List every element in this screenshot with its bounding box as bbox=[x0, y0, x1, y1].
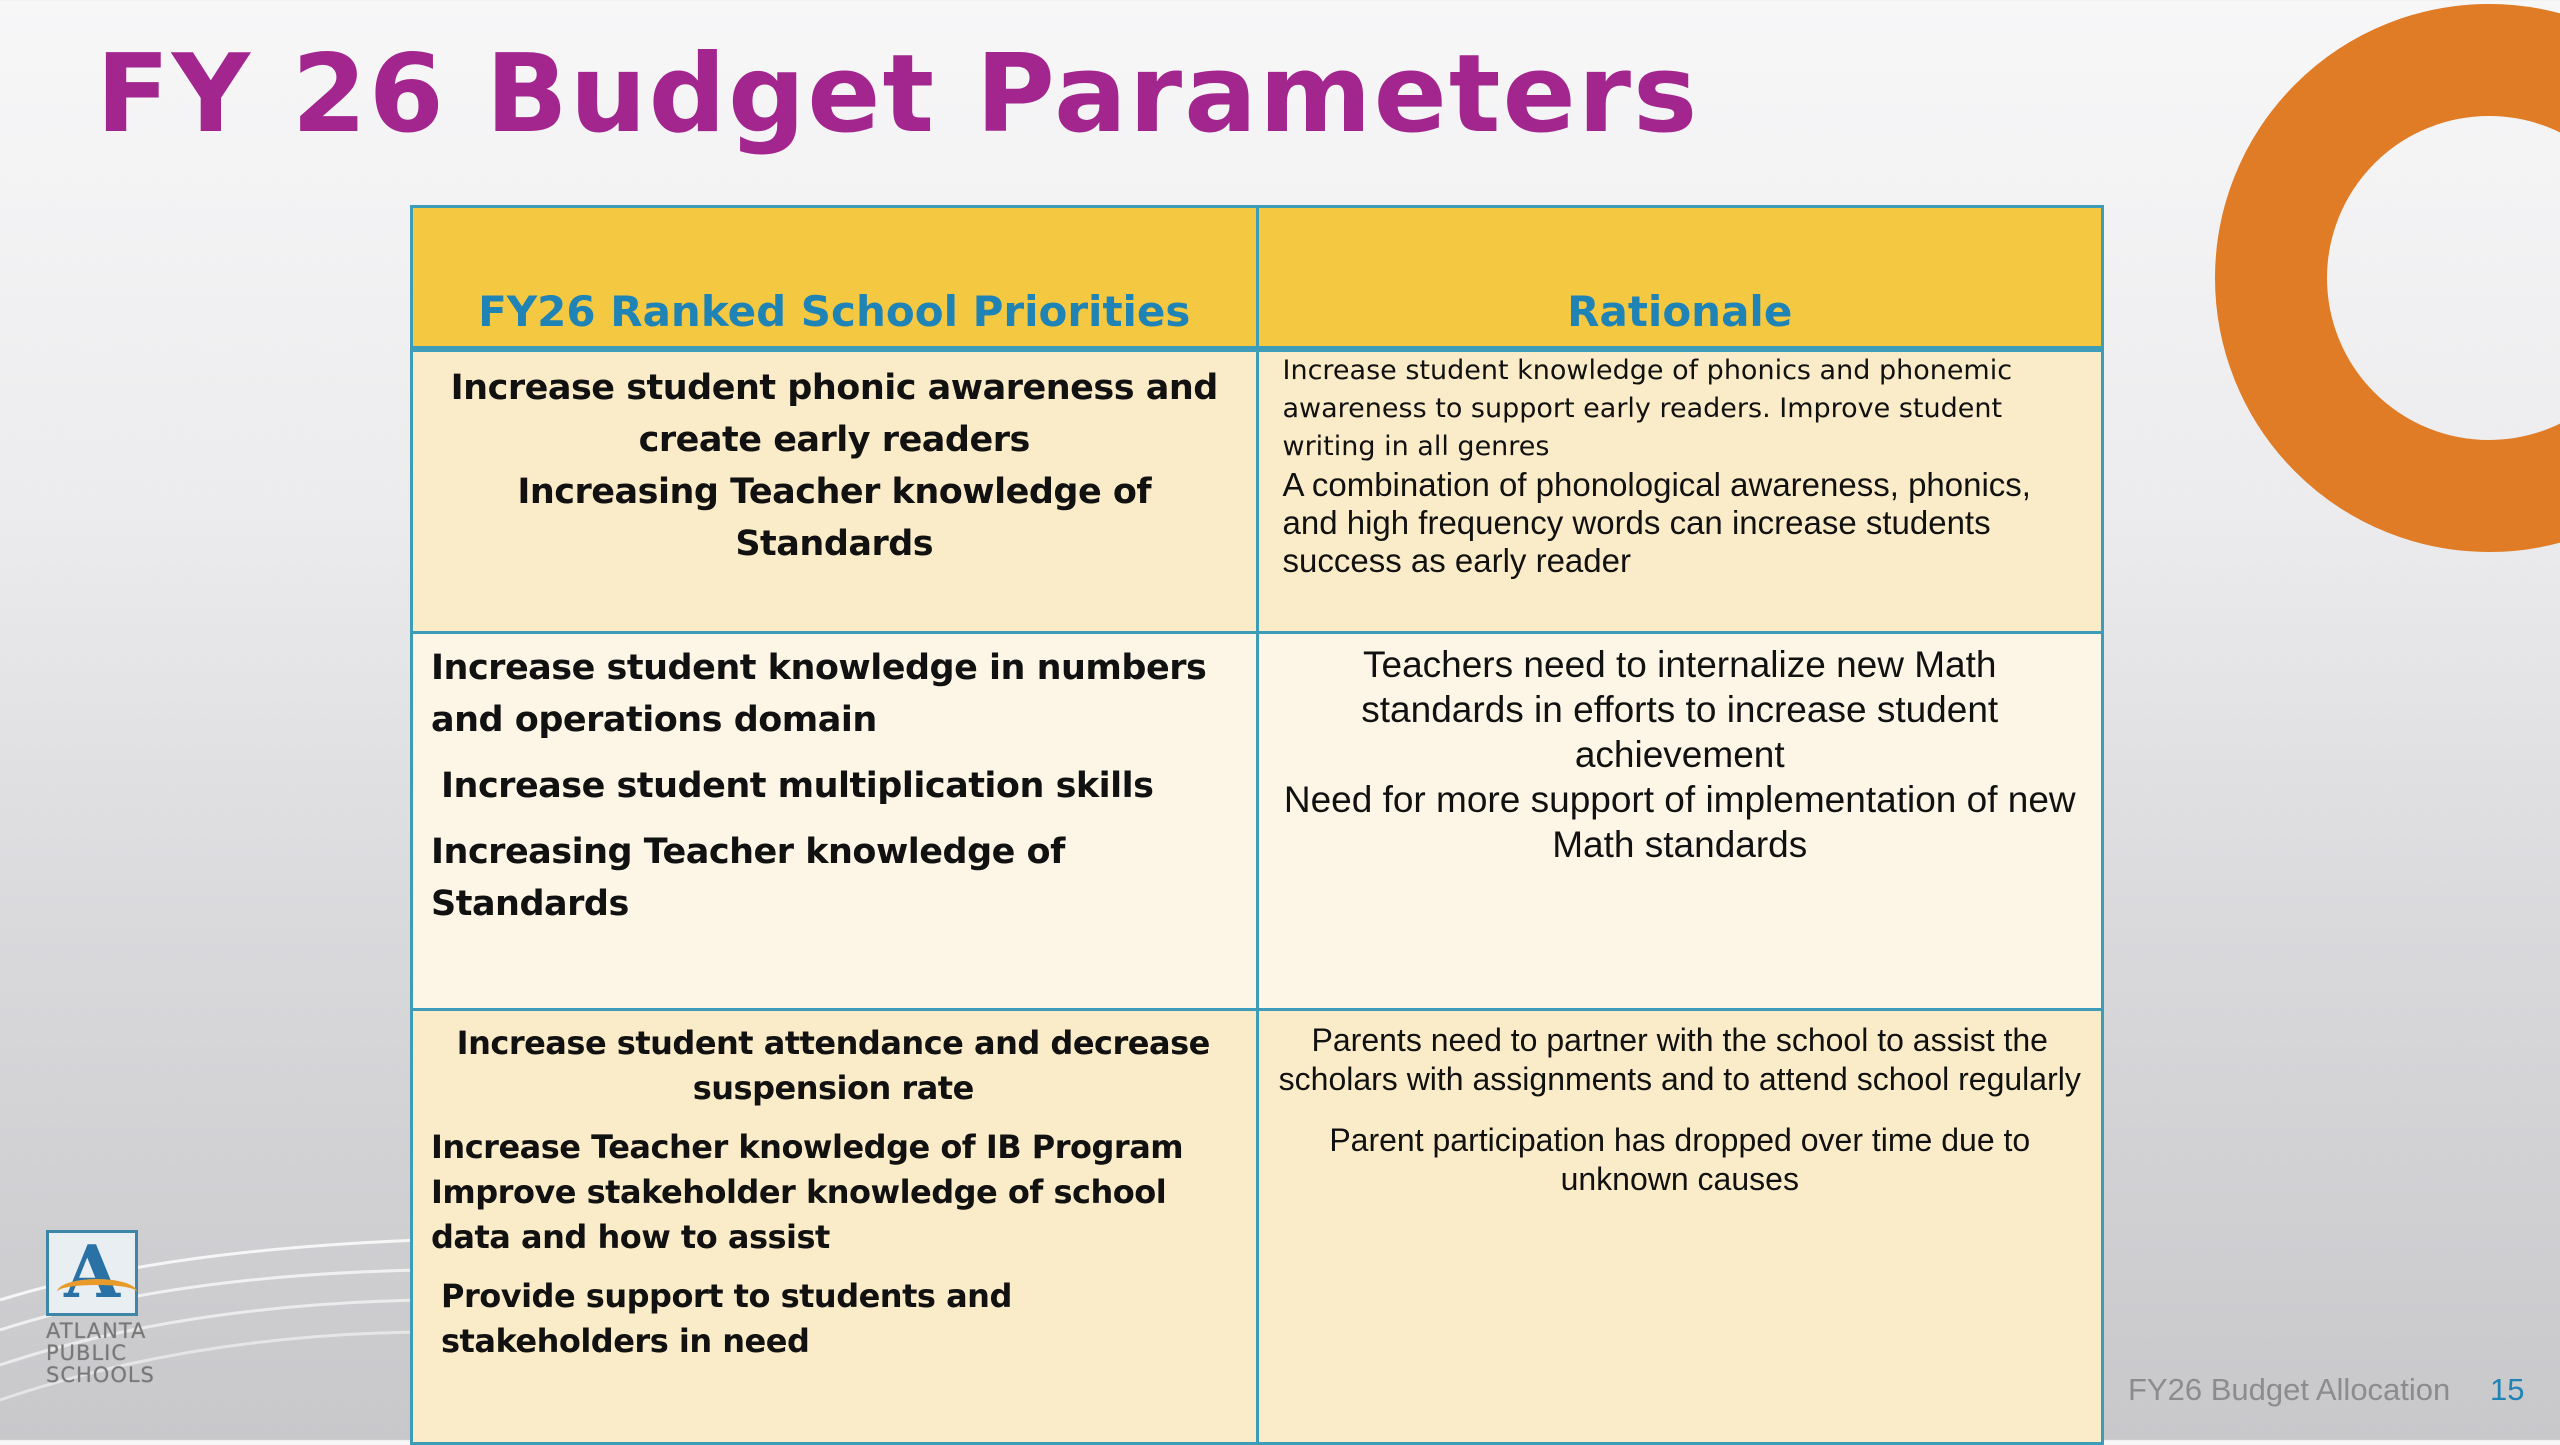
logo-text: ATLANTA PUBLIC SCHOOLS bbox=[46, 1319, 155, 1387]
table-row bbox=[413, 349, 2101, 632]
priorities-cell bbox=[413, 1009, 1257, 1445]
priorities-cell bbox=[413, 632, 1257, 1009]
priority-item: Increase student attendance and decrease suspension rate bbox=[456, 1023, 1210, 1107]
priority-item: Increase student phonic awareness and create early readers bbox=[450, 368, 1218, 460]
rationale-item: Teachers need to internalize new Math standards in efforts to increase student achievement bbox=[1361, 643, 1999, 775]
rationale-item: Need for more support of implementation of new Math standards bbox=[1283, 778, 2076, 865]
rationale-item: Parent participation has dropped over time due to unknown causes bbox=[1329, 1121, 2031, 1197]
logo-emblem-icon bbox=[46, 1230, 138, 1316]
page-number: 15 bbox=[2490, 1372, 2525, 1407]
priority-item: Increase student multiplication skills bbox=[441, 765, 1154, 806]
header-rationale: Rationale bbox=[1257, 208, 2101, 349]
priorities-table bbox=[410, 205, 2104, 1445]
priority-item: Increase Teacher knowledge of IB Program bbox=[431, 1127, 1184, 1166]
rationale-item: A combination of phonological awareness, phonics, and high frequency words can increase students success as early reader bbox=[1282, 466, 2031, 579]
priorities-cell bbox=[413, 349, 1257, 632]
logo-letter: A bbox=[64, 1229, 120, 1314]
table-row bbox=[413, 632, 2101, 1009]
footer-label: FY26 Budget Allocation bbox=[2128, 1372, 2451, 1407]
rationale-cell bbox=[1257, 632, 2101, 1009]
table-row bbox=[413, 1009, 2101, 1445]
priority-item: Provide support to students and stakeholders in need bbox=[441, 1276, 1012, 1360]
rationale-item: Increase student knowledge of phonics and phonemic awareness to support early readers. Improve student writing in all genres bbox=[1282, 355, 2013, 462]
orange-ring-decoration bbox=[2202, 0, 2560, 560]
rationale-cell bbox=[1257, 349, 2101, 632]
priority-item: Increase student knowledge in numbers and operations domain bbox=[431, 647, 1207, 740]
atlanta-public-schools-logo bbox=[46, 1229, 155, 1387]
priority-item: Improve stakeholder knowledge of school data and how to assist bbox=[431, 1172, 1167, 1256]
header-priorities: FY26 Ranked School Priorities bbox=[413, 208, 1257, 349]
rationale-item: Parents need to partner with the school to assist the scholars with assignments and to attend school regularly bbox=[1278, 1021, 2081, 1097]
priority-item: Increasing Teacher knowledge of Standards bbox=[517, 472, 1152, 564]
rationale-cell bbox=[1257, 1009, 2101, 1445]
priority-item: Increasing Teacher knowledge of Standards bbox=[431, 831, 1065, 924]
slide-title: FY 26 Budget Parameters bbox=[96, 32, 1700, 157]
